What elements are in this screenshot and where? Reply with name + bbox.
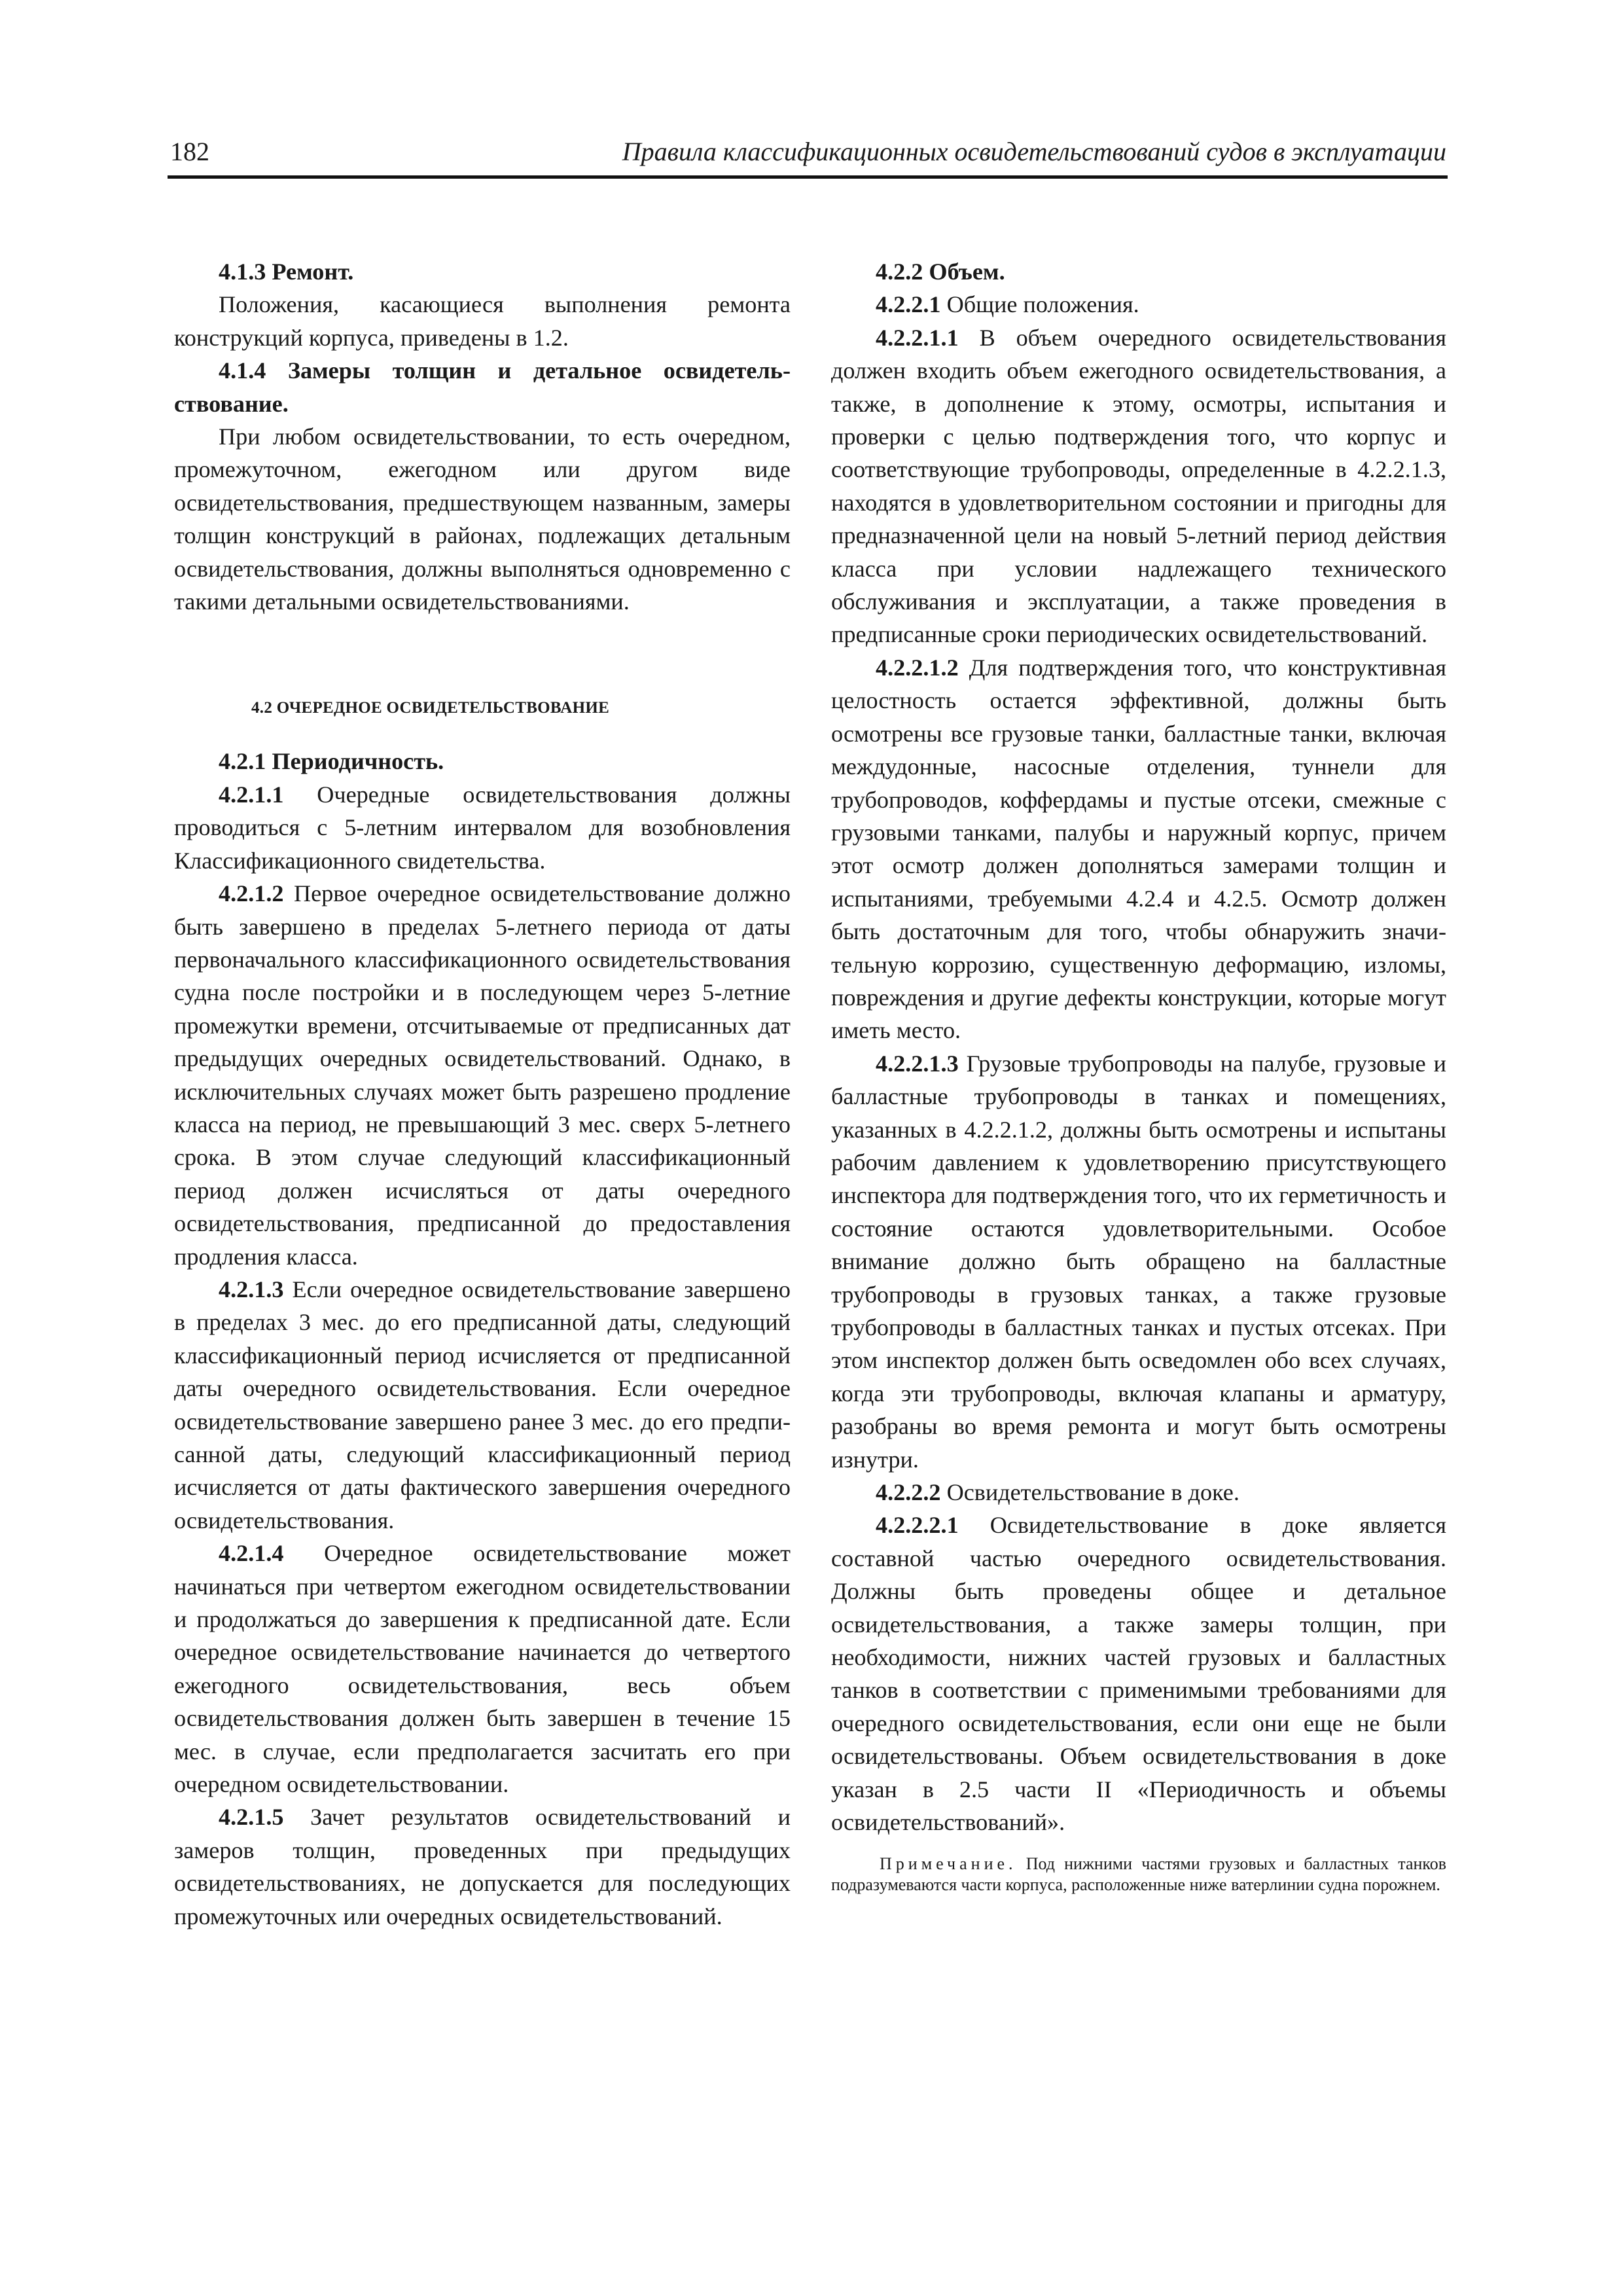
clause-number: 4.2.2.1 xyxy=(876,291,941,318)
running-title: Правила классификационных освидетельствований судов в эксплуатации xyxy=(622,137,1446,166)
paragraph-4-2-1-1 xyxy=(174,778,791,877)
page-number: 182 xyxy=(170,137,209,166)
right-column xyxy=(831,255,1446,1895)
clause-text: Общие положения. xyxy=(940,291,1139,318)
paragraph-4-1-4: При любом освидетельствовании, то есть очередном, промежуточном, ежегодном или другом виде освидетельствования, предшествующем названным, замеры толщин конструкций в районах, подлежащих детальным освидетельствования, должны выполняться одновременно с такими детальными освидетельствованиями. xyxy=(174,423,791,615)
clause-number: 4.2.2.2.1 xyxy=(876,1512,959,1539)
clause-number: 4.2.1.4 xyxy=(219,1540,284,1567)
clause-number: 4.2.2.1.2 xyxy=(876,654,959,681)
paragraph-4-2-1-4 xyxy=(174,1537,791,1801)
clause-text: Очередные освидетельствования должны проводиться с 5-летним интервалом для возобновления Классификационного свидетельства. xyxy=(174,781,791,874)
clause-number: 4.2.1.5 xyxy=(219,1804,284,1831)
paragraph-4-2-2-2-1 xyxy=(831,1509,1446,1839)
paragraph-4-2-2-1-2 xyxy=(831,651,1446,1047)
clause-number: 4.2.2.1.3 xyxy=(876,1050,959,1077)
heading-4-1-3: 4.1.3 Ремонт. xyxy=(219,259,354,285)
clause-text: Очередное освидетельствование может начинаться при четвертом ежегодном освидетельствовании и продолжаться до завершения к предписанной дате. Если очередное освидетельствование начинается до четвертого ежегодного освидетельствования, весь объем освидетельствования должен быть завершен в течение 15 мес. в случае, если предполагается засчитать его при очередном освидетельствовании. xyxy=(174,1540,791,1798)
clause-text: Если очередное освидетельствование завершено в пределах 3 мес. до его предписанной даты, следующий классификационный период исчисляется от предписанной даты очередного освидетельствования. Если очередное освидетельствование завершено ранее 3 мес. до его предписанной даты, следующий классификационный период исчисляется от даты фактического завершения очередного освидетельствования. xyxy=(174,1276,791,1534)
left-column xyxy=(174,255,791,1933)
paragraph-4-2-2-1-3 xyxy=(831,1047,1446,1476)
footnote-note xyxy=(831,1854,1446,1895)
clause-number: 4.2.2.2 xyxy=(876,1479,941,1506)
clause-text: Освидетельствование в доке является составной частью очередного освидетельствования. Должны быть проведены общее и детальное освидетельствования, а также замеры толщин, при необходимости, нижних частей грузовых и балластных танков в соответствии с применимыми требованиями для очередного освидетельствования, если они еще не были освидетельствованы. Объем освидетельствования в доке указан в 2.5 части II «Периодичность и объемы освидетельствований». xyxy=(831,1512,1446,1836)
clause-text: Первое очередное освидетельствование должно быть завершено в пределах 5-летнего периода от даты первоначального классификационного освидетельствования судна после постройки и в последующем через 5-летние промежутки времени, отсчитываемые от предписанных дат предыдущих очередных освидетельствований. Однако, в исключительных случаях может быть разрешено продление класса на период, не превышающий 3 мес. сверх 5-летнего срока. В этом случае следующий классификационный период должен исчисляться от даты очередного освидетельствования, предписанной до предоставления продления класса. xyxy=(174,880,791,1270)
heading-4-2-1: 4.2.1 Периодичность. xyxy=(219,748,444,775)
clause-text: Грузовые трубопроводы на палубе, грузовые и балластные трубопроводы в танках и помещениях, указанных в 4.2.2.1.2, должны быть осмотрены и испытаны рабочим давлением к удовлетворению присутствующего инспектора для подтверждения того, что их герметичность и состояние остаются удовлетворительными. Особое внимание должно быть обращено на балластные трубопроводы в грузовых танках, а также грузовые трубопроводы в балластных танках и пустых отсеках. При этом инспектор должен быть осведомлен обо всех случаях, когда эти трубопроводы, включая клапаны и арматуру, разобраны во время ремонта и могут быть осмотрены изнутри. xyxy=(831,1050,1446,1473)
section-4-2-title-block xyxy=(174,695,791,721)
clause-text: В объем очередного освидетельствования должен входить объем ежегодного освидетельствования, а также, в дополнение к этому, осмотры, испытания и проверки с целью подтверждения того, что корпус и соответствующие трубопроводы, определенные в 4.2.2.1.3, находятся в удовлетворительном состоянии и пригодны для предназначенной цели на новый 5-летний период действия класса при условии надлежащего технического обслуживания и эксплуатации, а также проведения в предписанные сроки периодических освидетельствований. xyxy=(831,324,1446,648)
note-label: Примечание. xyxy=(880,1854,1017,1873)
heading-4-2-2: 4.2.2 Объем. xyxy=(876,259,1005,285)
clause-number: 4.2.1.2 xyxy=(219,880,284,907)
heading-4-1-4: 4.1.4 Замеры толщин и детальное освидетельствование. xyxy=(174,357,791,417)
clause-text: Освидетельствование в доке. xyxy=(940,1479,1240,1506)
note-text: Под нижними частями грузовых и балластных танков подразумеваются части корпуса, расположенные ниже ватерлинии судна порожнем. xyxy=(831,1854,1446,1894)
clause-text: Для подтверждения того, что конструктивная целостность остается эффективной, должны быть осмотрены все грузовые танки, балластные танки, включая междудонные, насосные отделения, туннели для трубопроводов, коффердамы и пустые отсеки, смежные с грузовыми танками, палубы и наружный корпус, причем этот осмотр должен дополняться замерами толщин и испытаниями, требуемыми 4.2.4 и 4.2.5. Осмотр должен быть достаточным для того, чтобы обнаружить значительную коррозию, существенную деформацию, изломы, повреждения и другие дефекты конструкции, которые могут иметь место. xyxy=(831,654,1446,1044)
section-title-4-2: 4.2 ОЧЕРЕДНОЕ ОСВИДЕТЕЛЬСТВОВАНИЕ xyxy=(251,699,610,717)
paragraph-4-2-2-1 xyxy=(831,288,1446,321)
paragraph-4-2-2-2 xyxy=(831,1476,1446,1509)
clause-number: 4.2.2.1.1 xyxy=(876,324,959,351)
paragraph-4-2-1-3 xyxy=(174,1273,791,1537)
header-rule xyxy=(168,175,1448,179)
paragraph-4-2-2-1-1 xyxy=(831,321,1446,651)
clause-text: Зачет результатов освидетельствований и замеров толщин, проведенных при предыдущих освидетельствованиях, не допускается для последующих промежуточных или очередных освидетельствований. xyxy=(174,1804,791,1929)
paragraph-4-2-1-2 xyxy=(174,877,791,1273)
paragraph-4-2-1-5 xyxy=(174,1801,791,1933)
clause-number: 4.2.1.3 xyxy=(219,1276,284,1302)
paragraph-4-1-3: Положения, касающиеся выполнения ремонта конструкций корпуса, приведены в 1.2. xyxy=(174,291,791,351)
clause-number: 4.2.1.1 xyxy=(219,781,284,808)
